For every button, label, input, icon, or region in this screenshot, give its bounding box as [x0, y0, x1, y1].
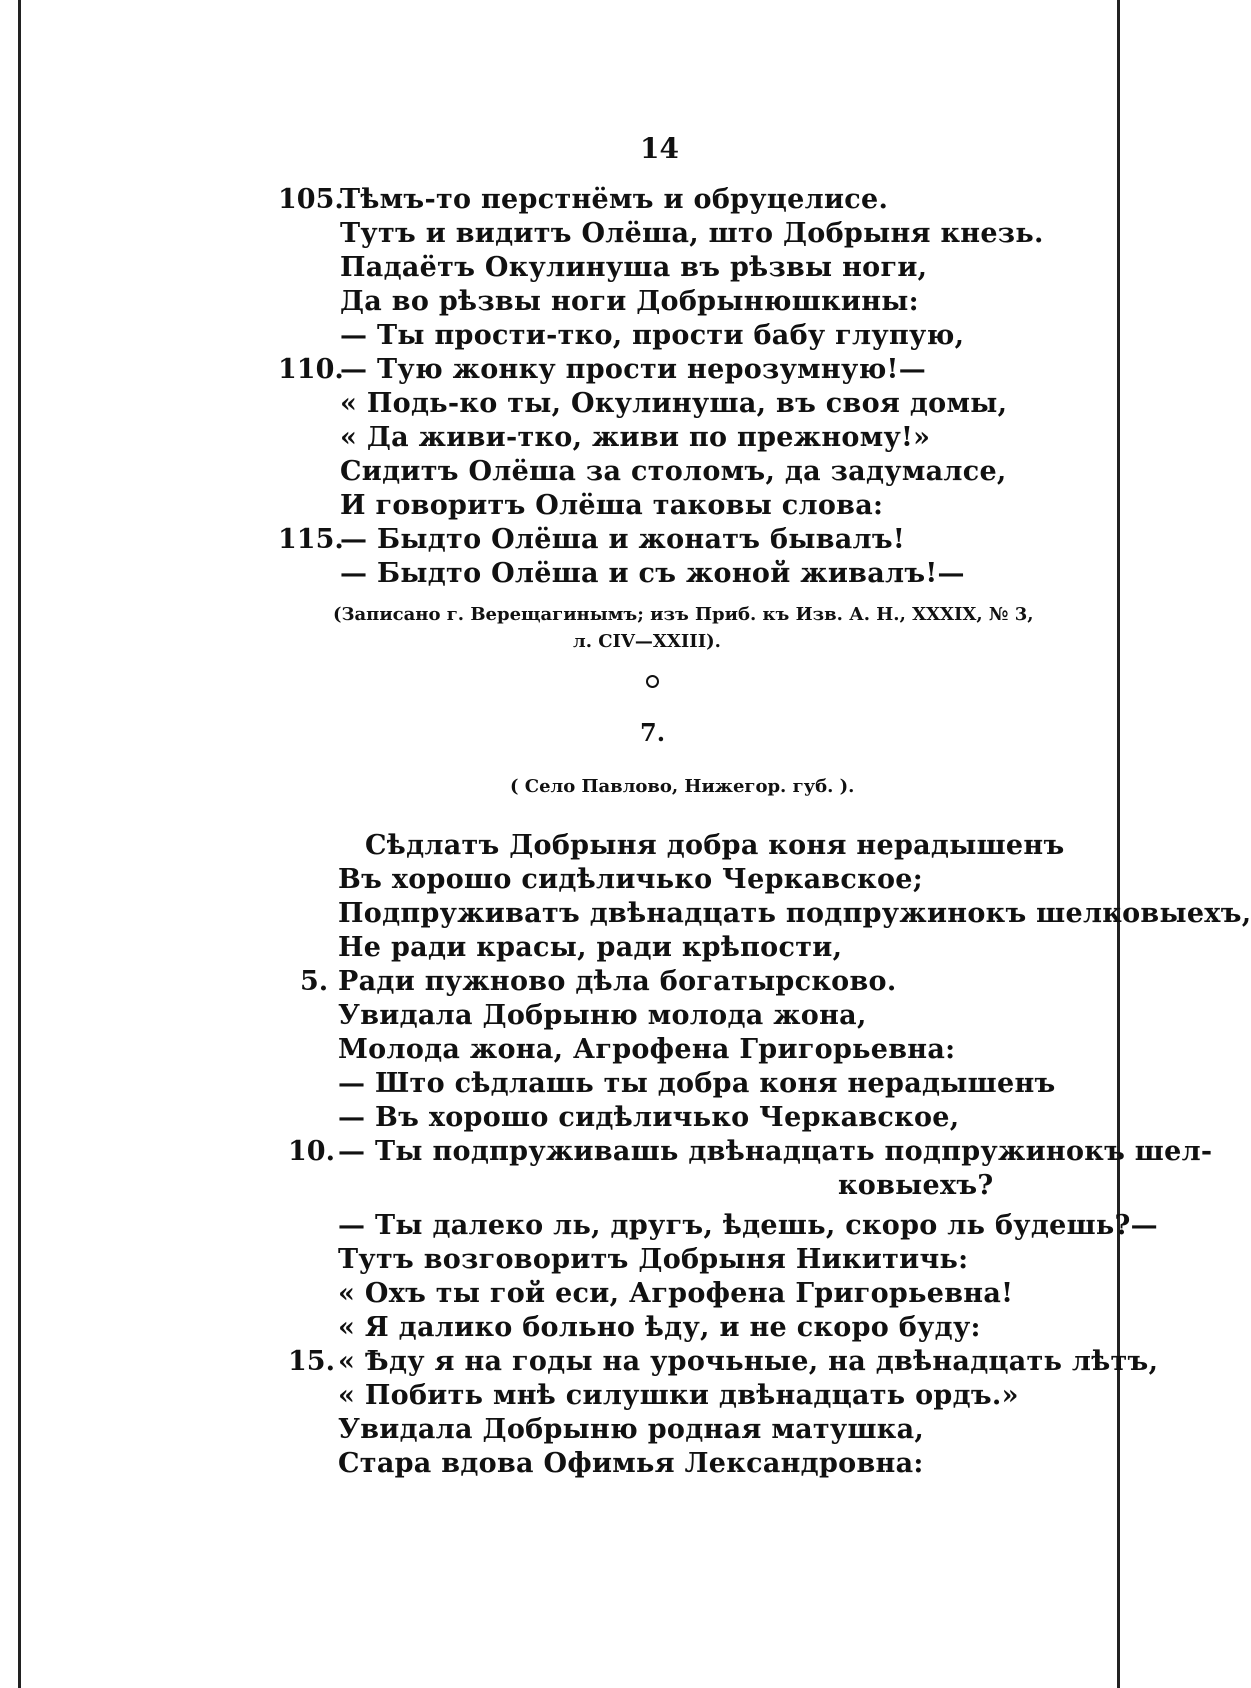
verse-line: « Охъ ты гой еси, Агрофена Григорьевна!	[338, 1278, 1014, 1309]
verse-line: Стара вдова Офимья Лександровна:	[338, 1448, 924, 1479]
verse-line: « Да живи-тко, живи по прежному!»	[340, 422, 931, 453]
verse-line: « Я далико больно ѣду, и не скоро буду:	[338, 1312, 981, 1343]
verse-line: Сидитъ Олёша за столомъ, да задумалсе,	[340, 456, 1007, 487]
section-ornament	[646, 675, 659, 688]
line-number: 5.	[300, 966, 329, 997]
page-edge-right	[1117, 0, 1120, 1688]
verse-line: — Быдто Олёша и съ жоной живалъ!—	[340, 558, 965, 589]
verse-line: Тутъ возговоритъ Добрыня Никитичь:	[338, 1244, 969, 1275]
verse-line: — Быдто Олёша и жонатъ бывалъ!	[340, 524, 906, 555]
source-note-continued: л. CIV—XXIII).	[573, 631, 721, 652]
verse-line: « Ѣду я на годы на урочьные, на двѣнадцать лѣтъ,	[338, 1346, 1159, 1377]
page-number: 14	[640, 132, 679, 165]
verse-line: Тутъ и видитъ Олёша, што Добрыня кнезь.	[340, 218, 1044, 249]
verse-line: Падаётъ Окулинуша въ рѣзвы ноги,	[340, 252, 928, 283]
verse-line: Подпруживатъ двѣнадцать подпружинокъ шелковыехъ,	[338, 898, 1251, 929]
verse-line: Тѣмъ-то перстнёмъ и обруцелисе.	[340, 184, 889, 215]
verse-line: Молода жона, Агрофена Григорьевна:	[338, 1034, 956, 1065]
verse-line: — Ты далеко ль, другъ, ѣдешь, скоро ль будешь?—	[338, 1210, 1158, 1241]
verse-line: И говоритъ Олёша таковы слова:	[340, 490, 884, 521]
verse-line: Увидала Добрыню родная матушка,	[338, 1414, 925, 1445]
line-number: 110.	[278, 354, 344, 385]
verse-line-continuation: ковыехъ?	[838, 1170, 994, 1201]
verse-line: Увидала Добрыню молода жона,	[338, 1000, 867, 1031]
verse-line: Въ хорошо сидѣличько Черкавское;	[338, 864, 924, 895]
verse-line: « Подь-ко ты, Окулинуша, въ своя домы,	[340, 388, 1008, 419]
line-number: 115.	[278, 524, 344, 555]
line-number: 15.	[288, 1346, 335, 1377]
section-place: ( Село Павлово, Нижегор. губ. ).	[510, 776, 855, 797]
verse-line: — Ты прости-тко, прости бабу глупую,	[340, 320, 965, 351]
verse-line: « Побить мнѣ силушки двѣнадцать ордъ.»	[338, 1380, 1019, 1411]
verse-line: — Што сѣдлашь ты добра коня нерадышенъ	[338, 1068, 1056, 1099]
verse-line: Да во рѣзвы ноги Добрынюшкины:	[340, 286, 919, 317]
section-number: 7.	[640, 718, 666, 747]
line-number: 105.	[278, 184, 344, 215]
page-edge-left	[18, 0, 21, 1688]
verse-line: Сѣдлатъ Добрыня добра коня нерадышенъ	[365, 830, 1065, 861]
verse-line: Не ради красы, ради крѣпости,	[338, 932, 843, 963]
verse-line: — Ты подпруживашь двѣнадцать подпружинокъ шел-	[338, 1136, 1213, 1167]
source-note: (Записано г. Верещагинымъ; изъ Приб. къ Изв. А. Н., XXXIX, № 3,	[333, 604, 1034, 625]
verse-line: Ради пужново дѣла богатырсково.	[338, 966, 897, 997]
verse-line: — Тую жонку прости нерозумную!—	[340, 354, 927, 385]
verse-line: — Въ хорошо сидѣличько Черкавское,	[338, 1102, 960, 1133]
line-number: 10.	[288, 1136, 335, 1167]
